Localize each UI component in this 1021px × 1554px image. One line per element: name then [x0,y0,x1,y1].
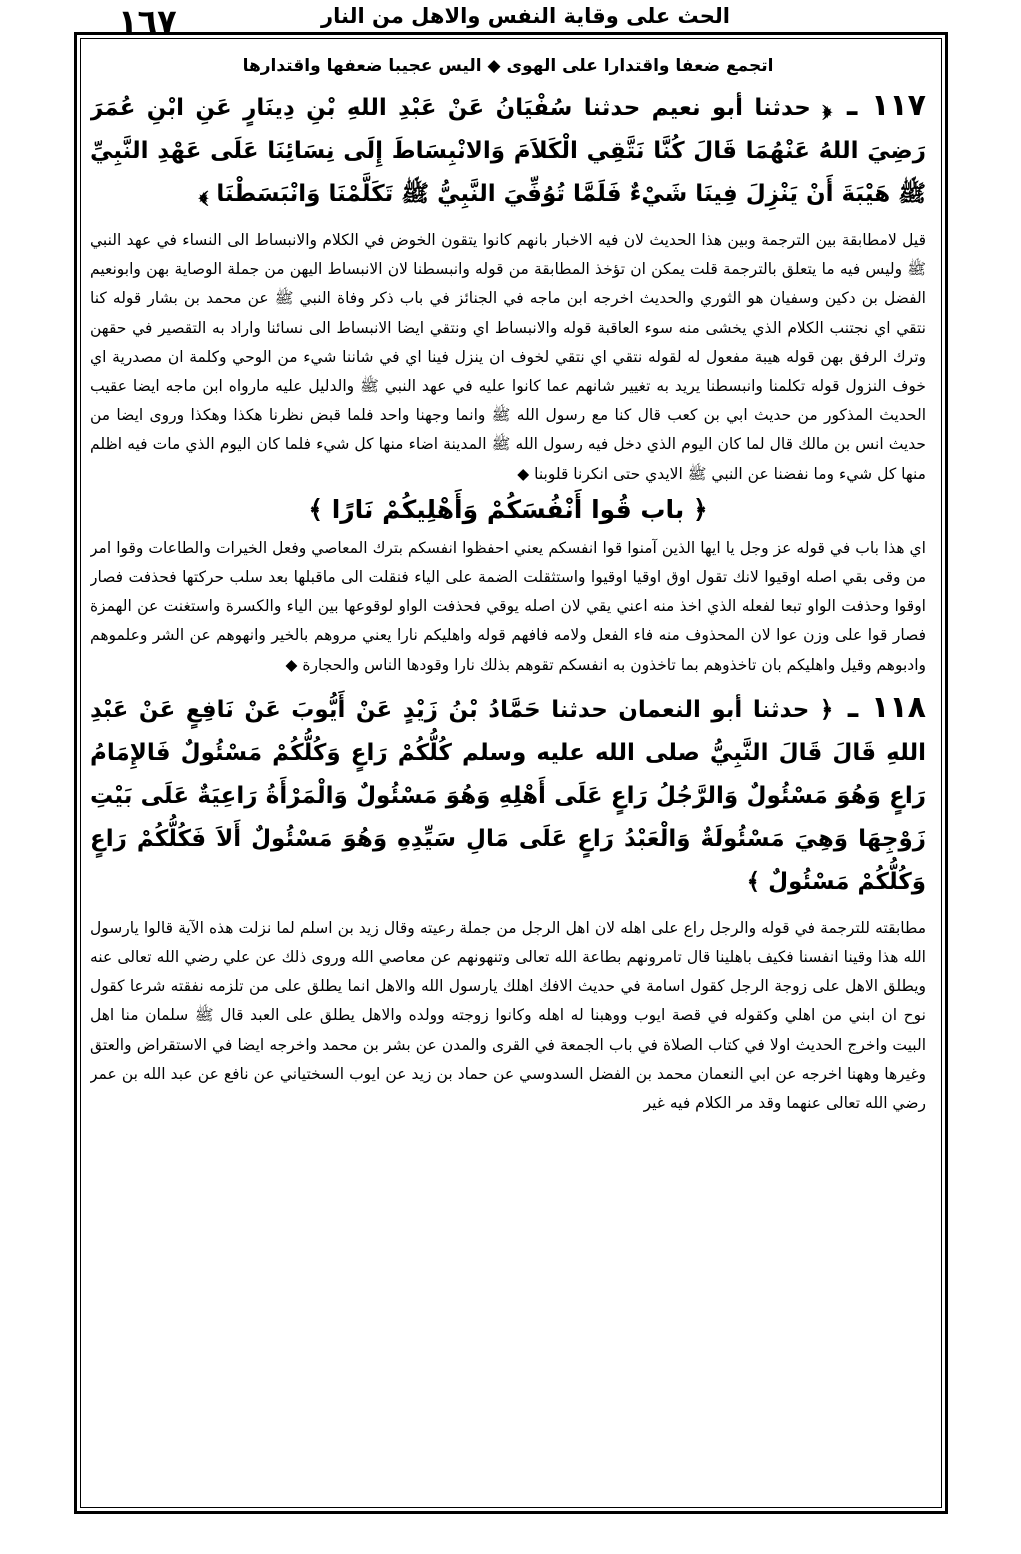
hadith-118-text: ﴿ حدثنا أبو النعمان حدثنا حَمَّادُ بْنُ زَيْدٍ عَنْ أَيُّوبَ عَنْ نَافِعٍ عَنْ عَبْدِ اللهِ قَالَ قَالَ النَّبِيُّ صلى الله عليه وسلم كُلُّكُمْ رَاعٍ وَكُلُّكُمْ مَسْئُولٌ فَالإِمَامُ رَاعٍ وَهُوَ مَسْئُولٌ وَالرَّجُلُ رَاعٍ عَلَى أَهْلِهِ وَهُوَ مَسْئُولٌ وَالْمَرْأَةُ رَاعِيَةٌ عَلَى بَيْتِ زَوْجِهَا وَهِيَ مَسْئُولَةٌ وَالْعَبْدُ رَاعٍ عَلَى مَالِ سَيِّدِهِ وَهُوَ مَسْئُولٌ أَلاَ فَكُلُّكُمْ رَاعٍ وَكُلُّكُمْ مَسْئُولٌ ﴾ [90,696,926,895]
commentary-117: قيل لامطابقة بين الترجمة وبين هذا الحديث لان فيه الاخبار بانهم كانوا يتقون الخوض في الكلام والانبساط الى النساء في عهد النبي ﷺ وليس فيه ما يتعلق بالترجمة قلت يمكن ان تؤخذ المطابقة من قوله وانبسطنا لان الانبساط اليهن من جملة الوصاية بهن وابونعيم الفضل بن دكين وسفيان هو الثوري والحديث اخرجه ابن ماجه في الجنائز في باب ذكر وفاة النبي ﷺ عن محمد بن بشار قوله كنا نتقي اي نجتنب الكلام الذي يخشى منه سوء العاقبة قوله والانبساط اي ونتقي ايضا الانبساط الى نسائنا واراد به التقصير في حقهن وترك الرفق بهن قوله هيبة مفعول له لقوله نتقي اي نتقي لخوف ان ينزل فينا اي في شاننا شيء من الوحي وكلمة ان مصدرية اي خوف النزول قوله تكلمنا وانبسطنا يريد به تغيير شانهم عما كانوا عليه في عهد النبي ﷺ والدليل عليه مارواه ابن ماجه ايضا عقيب الحديث المذكور من حديث ابي بن كعب قال كنا مع رسول الله ﷺ وانما وجهنا واحد فلما قبض نظرنا هكذا وهكذا وروى ايضا من حديث انس بن مالك قال لما كان اليوم الذي دخل فيه رسول الله ﷺ المدينة اضاء منها كل شيء فلما كان اليوم الذي مات فيه اظلم منها كل شيء وما نفضنا عن النبي ﷺ الايدي حتى انكرنا قلوبنا ◆ [90,231,926,483]
commentary-118: مطابقته للترجمة في قوله والرجل راع على اهله لان اهل الرجل من جملة رعيته وقال زيد بن اسلم لما نزلت هذه الآية قالوا يارسول الله هذا وقينا انفسنا فكيف باهلينا قال تامرونهم بطاعة الله تعالى وتنهونهم عن معاصي الله وروى ذلك عن علي رضي الله تعالى عنه ويطلق الاهل على زوجة الرجل كقول اسامة في حديث الافك اهلك يارسول الله والاهل انما يطلق على من تلزمه نفقته شرعا كقول نوح ان ابني من اهلي وكقوله في قصة ايوب ووهبنا له اهله وكانوا زوجته وولده والاهل يطلق على العبد قال ﷺ سلمان منا اهل البيت واخرج الحديث اولا في كتاب الصلاة في باب الجمعة في القرى والمدن عن بشر بن محمد واخرجه ايضا في الاستقراض والعتق وغيرها وههنا اخرجه عن ابي النعمان محمد بن الفضل السدوسي عن حماد بن زيد عن ايوب السختياني عن نافع عن عبد الله بن عمر رضي الله تعالى عنهما وقد مر الكلام فيه غير [90,918,926,1113]
page-number: ١٦٧ [118,2,177,40]
chapter-heading: ﴿ باب قُوا أَنْفُسَكُمْ وَأَهْلِيكُمْ نَارًا ﴾ [308,494,708,524]
hadith-117-number: ١١٧ ـ [847,88,926,123]
running-title: الحث على وقاية النفس والاهل من النار [321,4,730,28]
hadith-118-number: ١١٨ ـ [847,689,926,725]
page-content [90,56,926,1446]
commentary-chapter: اي هذا باب في قوله عز وجل يا ايها الذين آمنوا قوا انفسكم يعني احفظوا انفسكم بترك المعاصي وفعل الخيرات والطاعات وقوا امر من وقى بقي اصله اوقيوا لانك تقول اوق اوقيا اوقيوا واستثقلت الضمة على الياء فنقلت الى ماقبلها بعد سلب حركتها فحذفت فصار اوقوا وحذفت الواو تبعا لفعله الذي اخذ منه اعني يقي لان اصله يوقي فحذفت الواو لوقوعها بين الياء والكسرة واستغنت عن الهمزة فصار قوا على وزن عوا لان المحذوف منه فاء الفعل ولامه فافهم قوله واهليكم نارا يعني مروهم بالخير وانهوهم عن الشر وعلموهم وادبوهم وقيل واهليكم بان تاخذوهم بما تاخذون به انفسكم تقوهم بذلك نارا وقودها الناس والحجارة ◆ [90,538,926,674]
hadith-118 [90,686,926,904]
hadith-117 [90,84,926,216]
top-verse: اتجمع ضعفا واقتدارا على الهوى ◆ اليس عجيبا ضعفها واقتدارها [242,56,774,76]
hadith-117-text: ﴿ حدثنا أبو نعيم حدثنا سُفْيَانُ عَنْ عَبْدِ اللهِ بْنِ دِينَارٍ عَنِ ابْنِ عُمَرَ رَضِيَ اللهُ عَنْهُمَا قَالَ كُنَّا نَتَّقِي الْكَلاَمَ وَالانْبِسَاطَ إِلَى نِسَائِنَا عَلَى عَهْدِ النَّبِيِّ ﷺ هَيْبَةَ أَنْ يَنْزِلَ فِينَا شَيْءٌ فَلَمَّا تُوُفِّيَ النَّبِيُّ ﷺ تَكَلَّمْنَا وَانْبَسَطْنَا ﴾ [90,95,926,207]
